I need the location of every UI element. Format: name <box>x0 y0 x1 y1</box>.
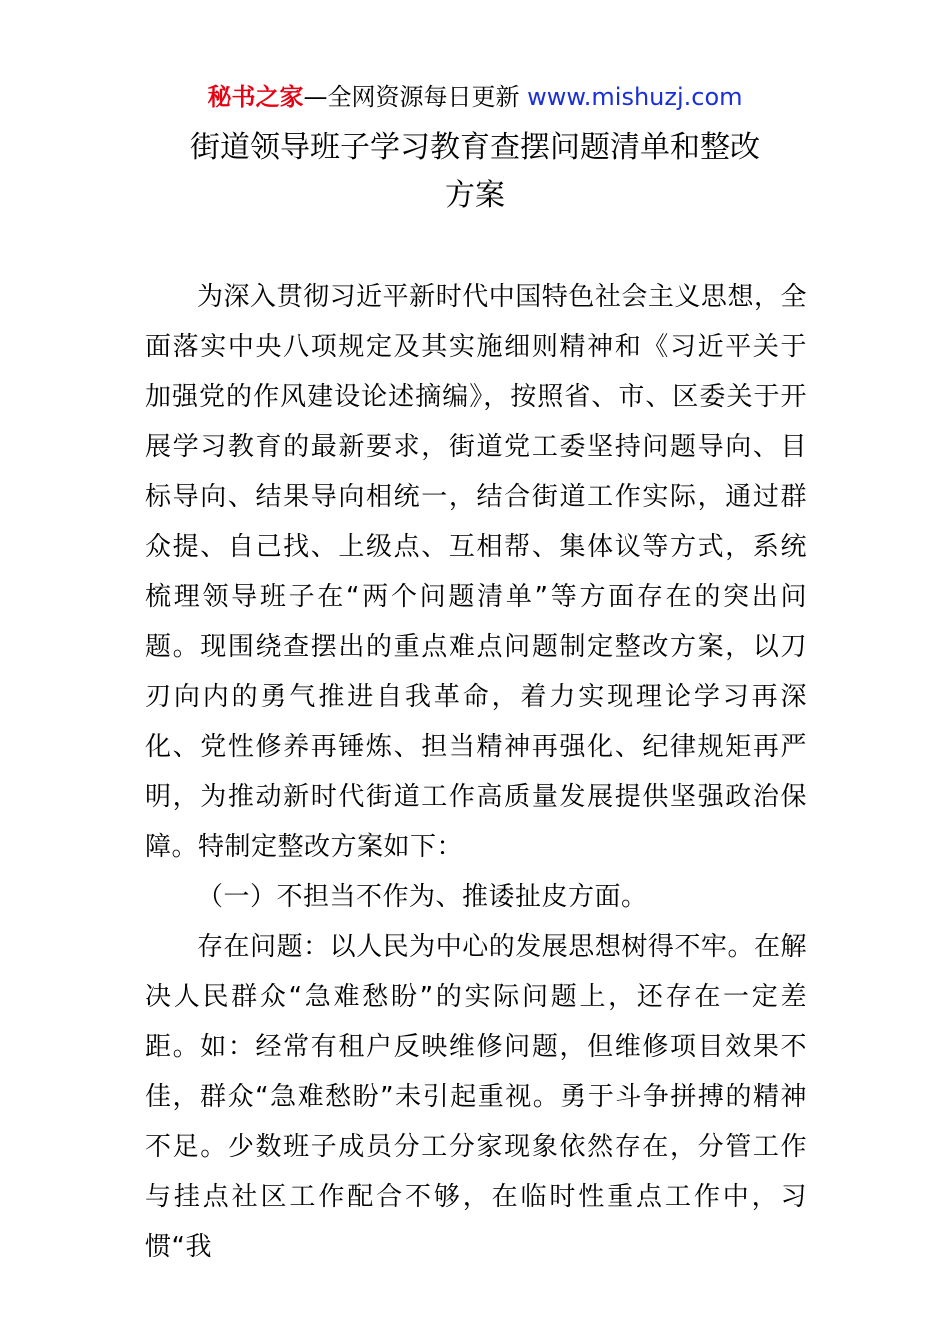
section-heading-1: （一）不担当不作为、推诿扯皮方面。 <box>197 882 648 912</box>
intro-paragraph: 为深入贯彻习近平新时代中国特色社会主义思想，全面落实中央八项规定及其实施细则精神和《习近平关于加强党的作风建设论述摘编》，按照省、市、区委关于开展学习教育的最新要求，街道党工委坚持问题导向、目标导向、结果导向相统一，结合街道工作实际，通过群众提、自己找、上级点、互相帮、集体议等方式，系统梳理领导班子在“两个问题清单”等方面存在的突出问题。现围绕查摆出的重点难点问题制定整改方案，以刀刃向内的勇气推进自我革命，着力实现理论学习再深化、党性修养再锤炼、担当精神再强化、纪律规矩再严明，为推动新时代街道工作高质量发展提供坚强政治保障。特制定整改方案如下： <box>145 282 807 862</box>
site-header <box>0 80 950 114</box>
document-body <box>145 272 807 1272</box>
site-brand: 秘书之家 <box>207 83 304 111</box>
document-title-line-2: 方案 <box>445 178 505 213</box>
document-title-line-1: 街道领导班子学习教育查摆问题清单和整改 <box>190 130 760 165</box>
issue-paragraph: 存在问题：以人民为中心的发展思想树得不牢。在解决人民群众“急难愁盼”的实际问题上，还存在一定差距。如：经常有租户反映维修问题，但维修项目效果不佳，群众“急难愁盼”未引起重视。勇于斗争拼搏的精神不足。少数班子成员分工分家现象依然存在，分管工作与挂点社区工作配合不够，在临时性重点工作中，习惯“我 <box>145 932 807 1262</box>
document-title <box>0 124 950 220</box>
site-slogan: —全网资源每日更新 <box>303 83 528 111</box>
site-url[interactable]: www.mishuzj.com <box>527 83 743 111</box>
